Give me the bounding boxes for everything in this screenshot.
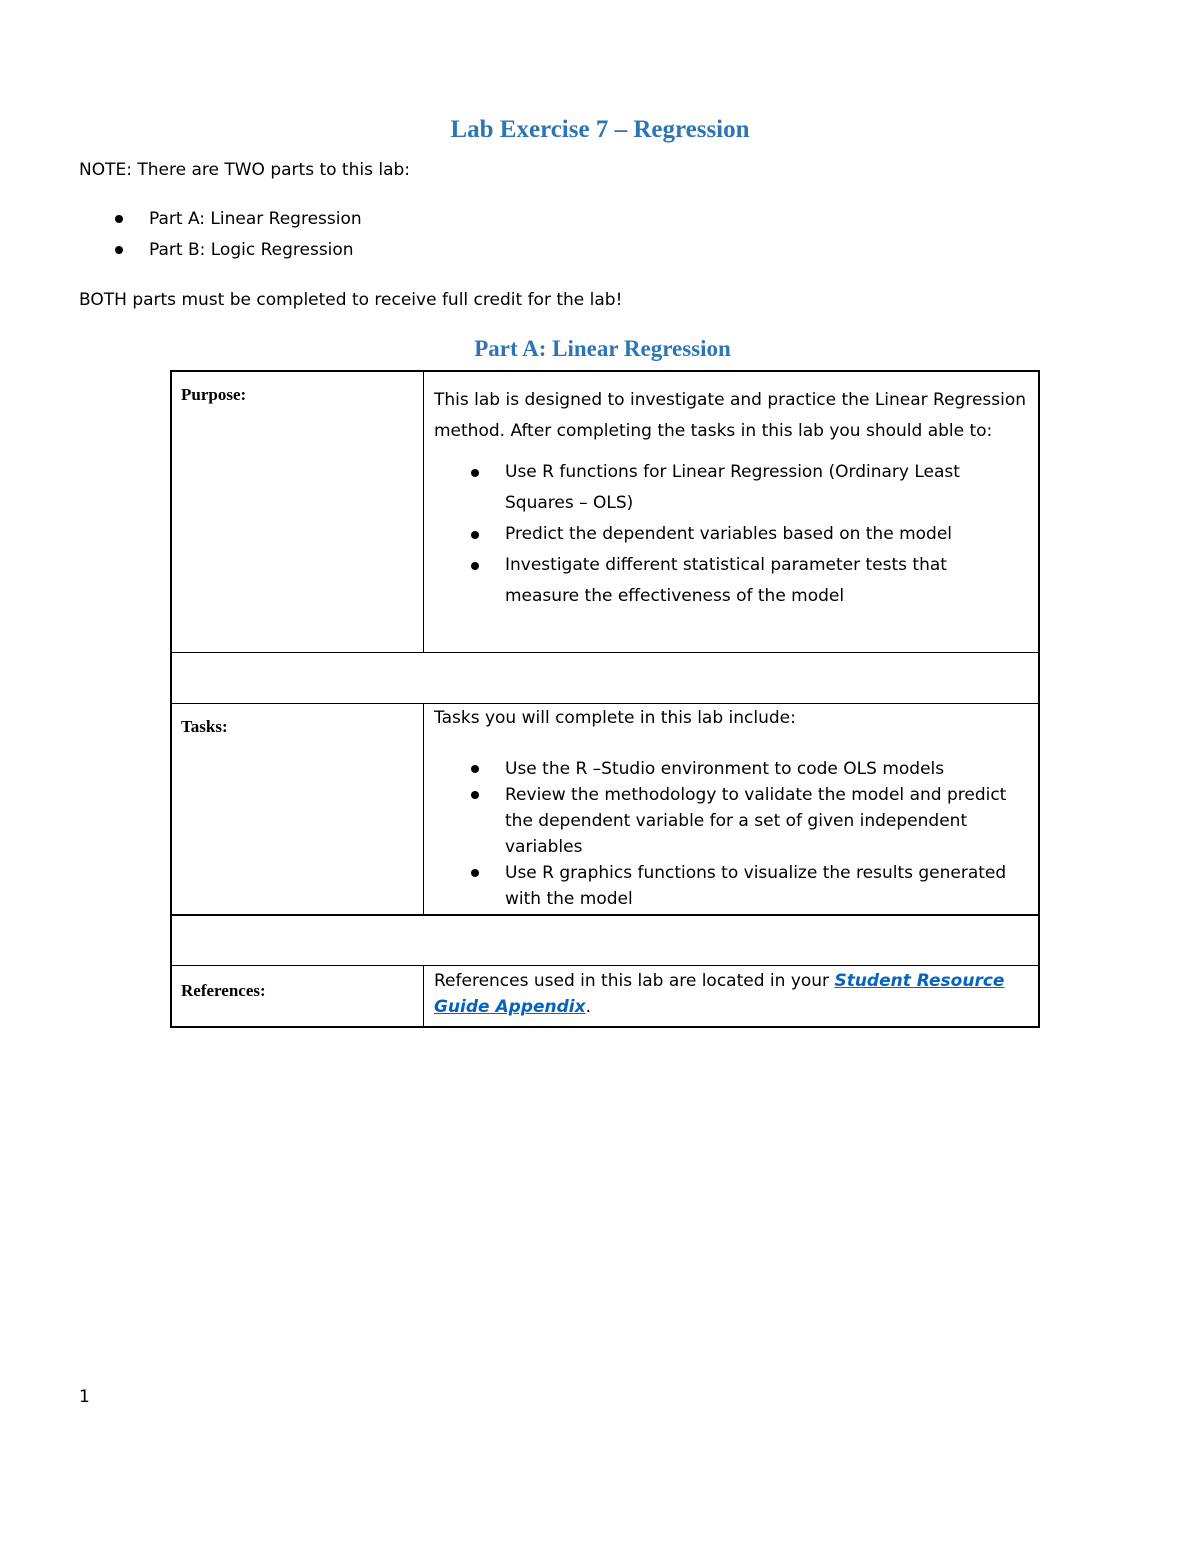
section-heading: Part A: Linear Regression bbox=[474, 336, 731, 361]
part-b-text: Part B: Logic Regression bbox=[149, 240, 354, 260]
table-border bbox=[170, 965, 1040, 966]
tasks-label: Tasks: bbox=[181, 717, 228, 736]
list-item bbox=[434, 457, 1030, 519]
tasks-item-2: Review the methodology to validate the model and predict the dependent variable for a set of given independent variables bbox=[505, 785, 1007, 857]
parts-list bbox=[112, 207, 362, 269]
note-text: NOTE: There are TWO parts to this lab: bbox=[79, 160, 411, 180]
table-border bbox=[170, 652, 1040, 653]
table-border bbox=[170, 370, 172, 1028]
part-a-text: Part A: Linear Regression bbox=[149, 209, 362, 229]
list-item bbox=[434, 550, 1030, 612]
purpose-item-3: Investigate different statistical parameter tests that measure the effectiveness of the model bbox=[505, 555, 947, 606]
list-item bbox=[434, 519, 1030, 550]
student-resource-guide-link[interactable]: Student Resource Guide Appendix bbox=[434, 971, 1005, 1017]
tasks-item-3: Use R graphics functions to visualize the results generated with the model bbox=[505, 863, 1007, 909]
tasks-item-1: Use the R –Studio environment to code OLS models bbox=[505, 759, 945, 779]
table-border bbox=[170, 370, 1040, 372]
purpose-list bbox=[434, 457, 1030, 612]
purpose-intro: This lab is designed to investigate and practice the Linear Regression method. After completing the tasks in this lab you should able to: bbox=[434, 390, 1027, 441]
list-item bbox=[434, 860, 1030, 912]
bullet-icon bbox=[471, 469, 479, 477]
page-number: 1 bbox=[79, 1387, 90, 1407]
tasks-list bbox=[434, 756, 1030, 912]
bullet-icon bbox=[115, 215, 123, 223]
list-item bbox=[112, 238, 362, 269]
references-text: References used in this lab are located in your bbox=[434, 971, 835, 991]
bullet-icon bbox=[471, 562, 479, 570]
references-period: . bbox=[585, 997, 591, 1017]
purpose-label: Purpose: bbox=[181, 385, 247, 404]
table-border bbox=[170, 1026, 1040, 1028]
references-label: References: bbox=[181, 981, 266, 1000]
bullet-icon bbox=[471, 869, 479, 877]
list-item bbox=[434, 782, 1030, 860]
table-border bbox=[1038, 370, 1040, 1028]
purpose-item-1: Use R functions for Linear Regression (Ordinary Least Squares – OLS) bbox=[505, 462, 960, 513]
lab-info-table bbox=[170, 370, 1040, 1028]
table-border bbox=[170, 703, 1040, 704]
completion-note: BOTH parts must be completed to receive full credit for the lab! bbox=[79, 290, 623, 310]
list-item bbox=[434, 756, 1030, 782]
bullet-icon bbox=[471, 531, 479, 539]
tasks-intro: Tasks you will complete in this lab include: bbox=[434, 708, 796, 728]
table-border bbox=[423, 703, 424, 915]
bullet-icon bbox=[471, 791, 479, 799]
bullet-icon bbox=[115, 246, 123, 254]
purpose-content bbox=[434, 385, 1030, 612]
table-border bbox=[170, 914, 1040, 916]
table-border bbox=[423, 965, 424, 1027]
list-item bbox=[112, 207, 362, 238]
bullet-icon bbox=[471, 765, 479, 773]
references-content bbox=[434, 968, 1030, 1020]
table-border bbox=[423, 370, 424, 653]
purpose-item-2: Predict the dependent variables based on the model bbox=[505, 524, 953, 544]
document-title: Lab Exercise 7 – Regression bbox=[450, 116, 750, 143]
tasks-content bbox=[434, 706, 1030, 912]
